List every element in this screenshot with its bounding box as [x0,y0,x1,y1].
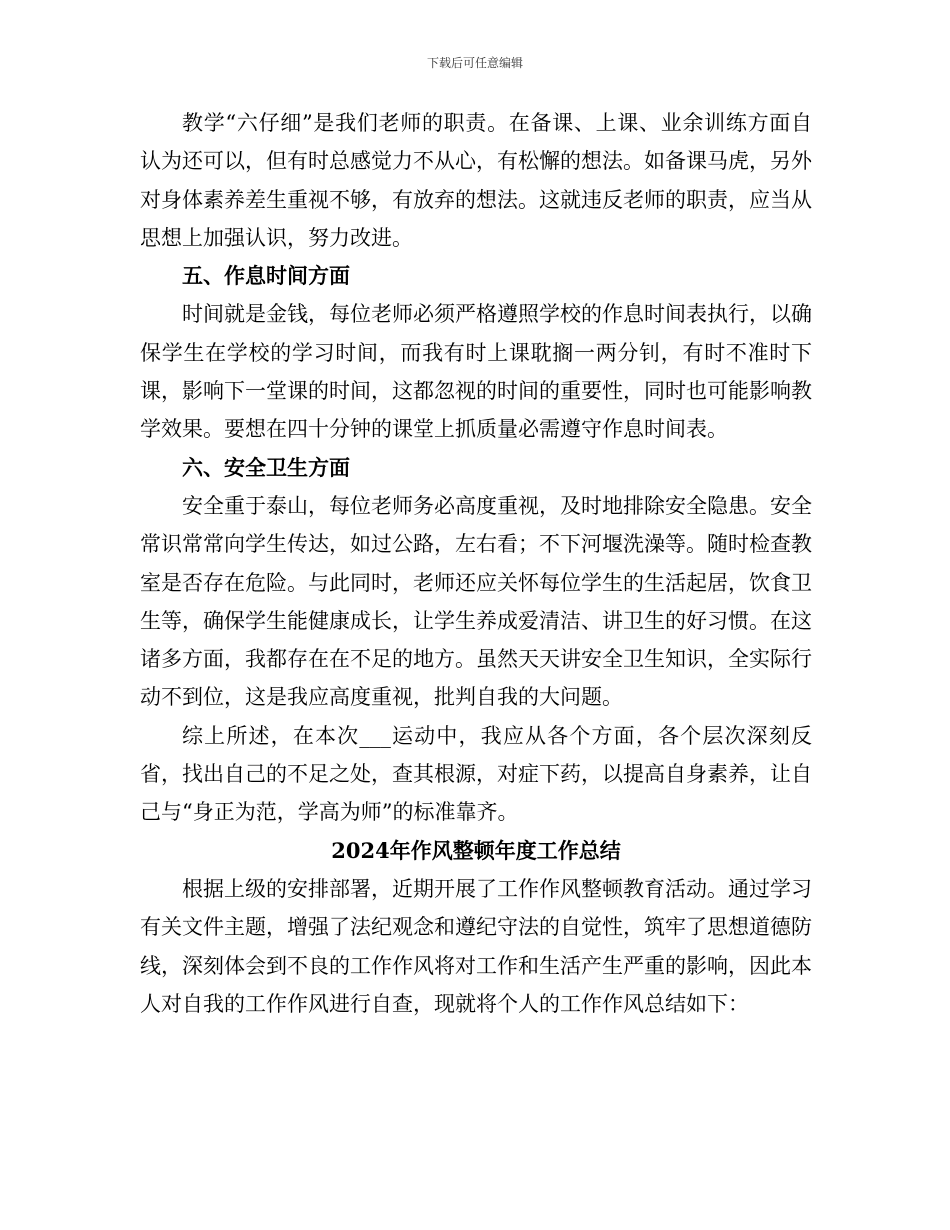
section-5-heading: 五、作息时间方面 [182,263,350,289]
section-6-paragraph: 安全重于泰山，每位老师务必高度重视，及时地排除安全隐患。安全常识常常向学生传达，如过公路，左右看；不下河堰洗澡等。随时检查教室是否存在危险。与此同时，老师还应关怀每位学生的生活起居，饮食卫生等，确保学生能健康成长，让学生养成爱清洁、讲卫生的好习惯。在这诸多方面，我都存在在不足的地方。虽然天天讲安全卫生知识，全实际行动不到位，这是我应高度重视，批判自我的大问题。 [140,493,812,710]
document-2-paragraph: 根据上级的安排部署，近期开展了工作作风整顿教育活动。通过学习有关文件主题，增强了法纪观念和遵纪守法的自觉性，筑牢了思想道德防线，深刻体会到不良的工作作风将对工作和生活产生严重的影响，因此本人对自我的工作作风进行自查，现就将个人的工作作风总结如下： [140,876,812,1016]
document-body [140,104,812,1023]
section-6-heading: 六、安全卫生方面 [182,454,350,480]
intro-paragraph: 教学“六仔细”是我们老师的职责。在备课、上课、业余训练方面自认为还可以，但有时总感觉力不从心，有松懈的想法。如备课马虎，另外对身体素养差生重视不够，有放弃的想法。这就违反老师的职责，应当从思想上加强认识，努力改进。 [140,111,812,250]
document-2-title: 2024年作风整顿年度工作总结 [331,837,621,863]
page-header-note: 下载后可任意编辑 [426,56,523,70]
section-5-paragraph: 时间就是金钱，每位老师必须严格遵照学校的作息时间表执行，以确保学生在学校的学习时间，而我有时上课耽搁一两分钊，有时不准时下课，影响下一堂课的时间，这都忽视的时间的重要性，同时也可能影响教学效果。要想在四十分钟的课堂上抓质量必需遵守作息时间表。 [140,302,812,442]
summary-paragraph: 综上所述，在本次___运动中，我应从各个方面，各个层次深刻反省，找出自己的不足之处，查其根源，对症下药，以提高自身素养，让自己与“身正为范，学高为师”的标准靠齐。 [140,723,812,825]
